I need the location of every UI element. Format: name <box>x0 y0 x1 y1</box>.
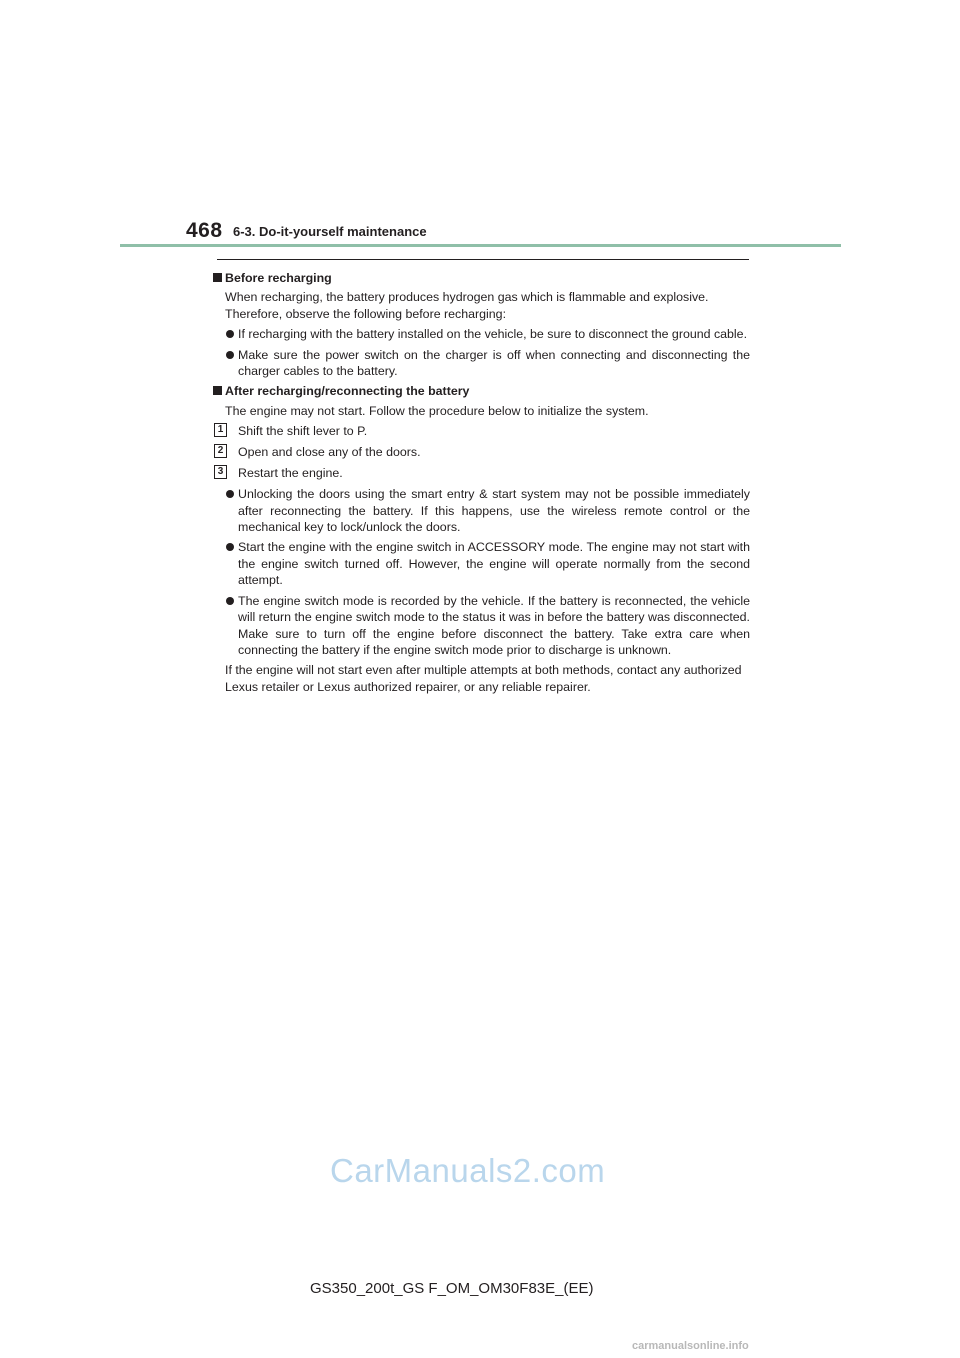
site-watermark: carmanualsonline.info <box>632 1340 749 1352</box>
list-item: Unlocking the doors using the smart entry & start system may not be possible immediately after reconnecting the battery. If this happens, use the wireless remote control or the mechanical key to lock/unlock the doors. <box>210 486 750 535</box>
circle-bullet-icon <box>226 543 234 551</box>
content-body <box>210 270 750 695</box>
heading-text: After recharging/reconnecting the battery <box>225 384 470 399</box>
document-code: GS350_200t_GS F_OM_OM30F83E_(EE) <box>310 1280 594 1297</box>
square-bullet-icon <box>213 386 222 395</box>
list-item: Make sure the power switch on the charger is off when connecting and disconnecting the charger cables to the battery. <box>210 347 750 380</box>
circle-bullet-icon <box>226 597 234 605</box>
circle-bullet-icon <box>226 351 234 359</box>
list-item: Start the engine with the engine switch in ACCESSORY mode. The engine may not start with the engine switch turned off. However, the engine will operate normally from the second attempt. <box>210 539 750 588</box>
step-number-badge: 2 <box>214 444 227 458</box>
list-item: If recharging with the battery installed on the vehicle, be sure to disconnect the ground cable. <box>210 326 750 342</box>
intro-paragraph: The engine may not start. Follow the procedure below to initialize the system. <box>225 403 649 418</box>
watermark-logo: CarManuals2.com <box>330 1152 606 1189</box>
step-item: 1 Shift the shift lever to P. <box>210 423 750 444</box>
list-item: The engine switch mode is recorded by the vehicle. If the battery is reconnected, the vehicle will return the engine switch mode to the status it was in before the battery was disconnected. Make sure to turn off the engine before disconnect the battery. Take extra care when connecting the battery if the engine switch mode prior to discharge is unknown. <box>210 593 750 659</box>
page-number: 468 <box>186 219 223 242</box>
circle-bullet-icon <box>226 490 234 498</box>
section-title: 6-3. Do-it-yourself maintenance <box>233 224 427 239</box>
step-number-badge: 1 <box>214 423 227 437</box>
closing-paragraph: If the engine will not start even after multiple attempts at both methods, contact any authorized Lexus retailer or Lexus authorized repairer, or any reliable repairer. <box>225 663 742 694</box>
intro-paragraph: When recharging, the battery produces hydrogen gas which is flammable and explosive. Therefore, observe the following before recharging: <box>225 290 709 321</box>
step-number-badge: 3 <box>214 465 227 479</box>
step-item: 3 Restart the engine. <box>210 465 750 486</box>
header-rule <box>120 244 841 247</box>
heading-text: Before recharging <box>225 271 332 285</box>
section-heading <box>210 270 750 286</box>
section-heading <box>210 383 750 399</box>
circle-bullet-icon <box>226 330 234 338</box>
content-rule <box>217 259 749 260</box>
step-item: 2 Open and close any of the doors. <box>210 444 750 465</box>
square-bullet-icon <box>213 273 222 282</box>
